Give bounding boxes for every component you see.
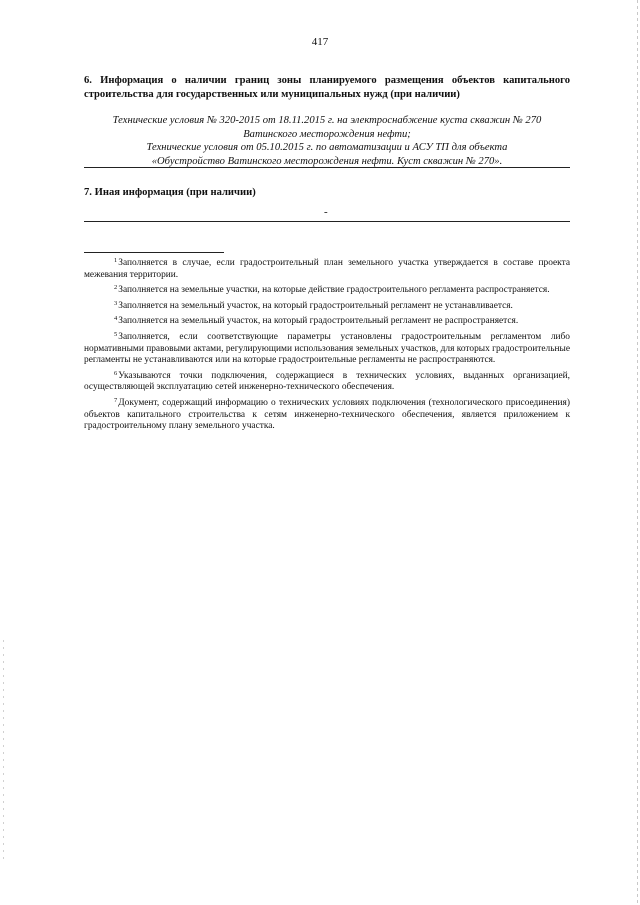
scan-edge-left xyxy=(3,640,4,860)
footnote-text: Заполняется, если соответствующие параметры установлены градостроительным регламентом либо нормативными правовыми актами, регулирующими использования земельных участков, для которых градостроительные регламенты не устанавливаются или на которые градостроительные регламенты не распространяются. xyxy=(84,331,570,366)
footnote-number: 4 xyxy=(114,315,118,323)
section-6-underline xyxy=(84,167,570,168)
technical-conditions-line: Технические условия № 320-2015 от 18.11.2015 г. на электроснабжение куста скважин № 270 xyxy=(112,115,542,126)
footnote-text: Заполняется на земельный участок, на который градостроительный регламент не устанавливается. xyxy=(118,300,513,311)
section-7-value: - xyxy=(324,206,328,218)
page-number: 417 xyxy=(311,36,329,48)
technical-conditions-line: Технические условия от 05.10.2015 г. по автоматизации и АСУ ТП для объекта xyxy=(146,142,508,154)
footnote-number: 5 xyxy=(114,330,118,338)
footnote-number: 3 xyxy=(114,299,118,307)
technical-conditions-block xyxy=(84,114,570,168)
section-6-heading: 6. Информация о наличии границ зоны планируемого размещения объектов капитального строительства для государственных или муниципальных нужд (при наличии) xyxy=(84,75,570,100)
footnote-text: Документ, содержащий информацию о технических условиях подключения (технологического присоединения) объектов капитального строительства к сетям инженерно-технического обеспечения, является приложением к градостроительному плану земельного участка. xyxy=(84,397,570,432)
scan-edge-right xyxy=(637,0,638,905)
footnote-text: Заполняется на земельный участок, на который градостроительный регламент не распространяется. xyxy=(118,316,519,327)
section-7-heading: 7. Иная информация (при наличии) xyxy=(84,187,256,198)
footnote-number: 6 xyxy=(114,369,118,377)
footnote xyxy=(84,255,570,281)
footnote-number: 7 xyxy=(114,396,118,404)
footnote-text: Заполняется на земельные участки, на которые действие градостроительного регламента распространяется. xyxy=(118,285,550,296)
section-7-underline xyxy=(84,221,570,222)
footnote xyxy=(84,395,570,433)
footnote xyxy=(84,298,570,313)
footnotes-list xyxy=(84,255,570,434)
footnote xyxy=(84,329,570,367)
footnote-number: 2 xyxy=(114,284,118,292)
footnote xyxy=(84,368,570,394)
footnote-separator xyxy=(84,252,224,253)
footnote-text: Заполняется в случае, если градостроительный план земельного участка утверждается в составе проекта межевания территории. xyxy=(84,258,570,280)
technical-conditions-line: «Обустройство Ватинского месторождения нефти. Куст скважин № 270». xyxy=(151,155,503,167)
footnote-number: 1 xyxy=(114,257,118,264)
footnote-text: Указываются точки подключения, содержащиеся в технических условиях, выданных организацией, осуществляющей эксплуатацию сетей инженерно-технического обеспечения. xyxy=(84,370,570,393)
footnote xyxy=(84,282,570,297)
footnote xyxy=(84,313,570,328)
technical-conditions-line: Ватинского месторождения нефти; xyxy=(243,128,411,140)
